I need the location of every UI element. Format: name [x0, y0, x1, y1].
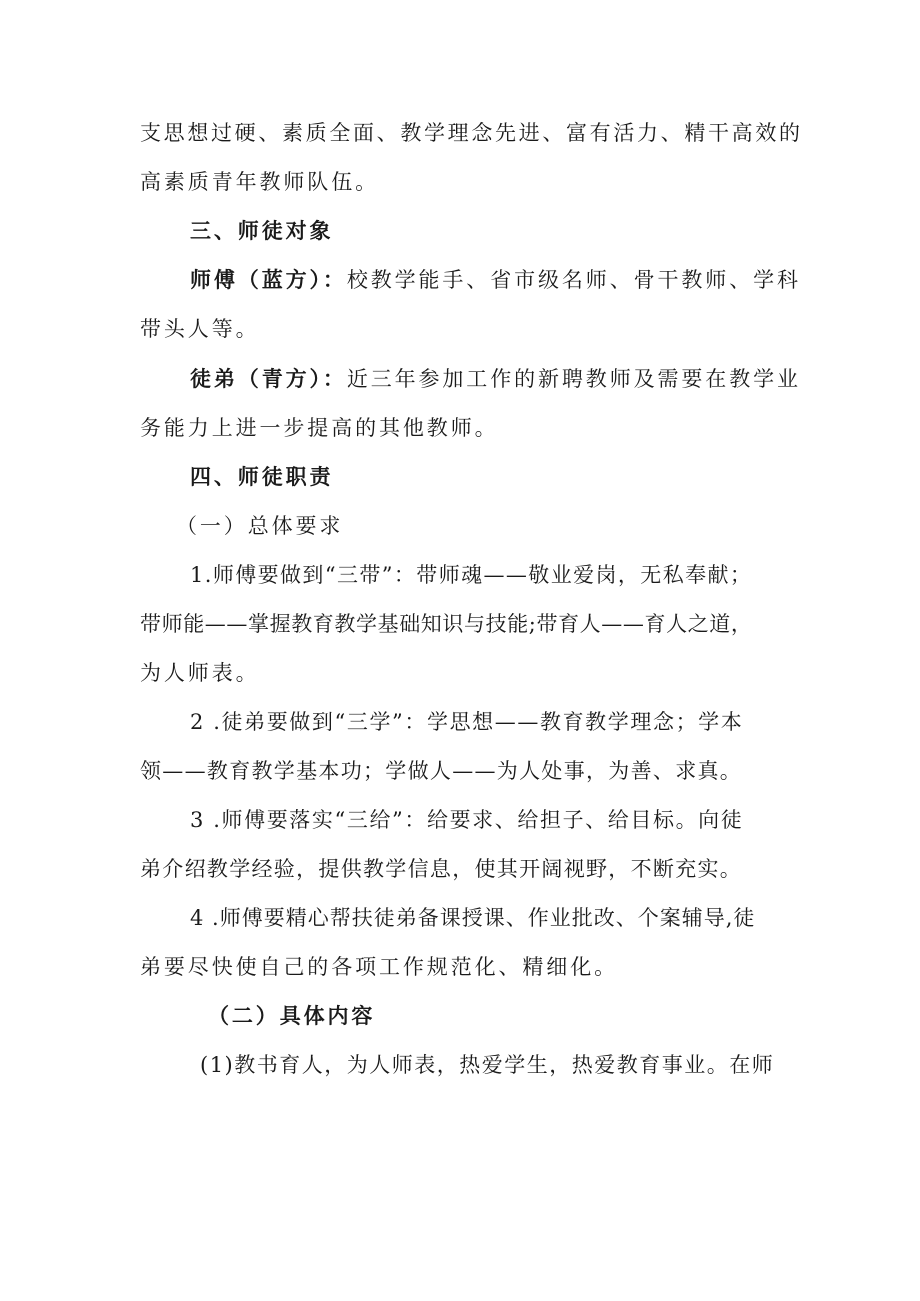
- text-line: 高素质青年教师队伍。: [140, 170, 379, 194]
- text-line: 弟介绍教学经验，提供教学信息，使其开阔视野，不断充实。: [140, 857, 743, 881]
- text-line: 务能力上进一步提高的其他教师。: [140, 416, 499, 440]
- list-item: 4 .师傅要精心帮扶徒弟备课授课、作业批改、个案辅导,徒: [190, 906, 756, 930]
- master-paragraph: [190, 265, 800, 295]
- text-line: 带师能——掌握教育教学基础知识与技能;带育人——育人之道，: [140, 612, 753, 636]
- text-line: 弟要尽快使自己的各项工作规范化、精细化。: [140, 955, 618, 979]
- apprentice-text: 近三年参加工作的新聘教师及需要在教学业: [346, 367, 801, 391]
- subsection-heading: （二）具体内容: [208, 1003, 376, 1028]
- text-line: 为人师表。: [140, 661, 260, 685]
- section-heading: 三、师徒对象: [190, 218, 334, 243]
- list-item: 2 .徒弟要做到“三学”：学思想——教育教学理念；学本: [190, 710, 744, 734]
- text-line: 带头人等。: [140, 317, 260, 341]
- master-text: 校教学能手、省市级名师、骨干教师、学科: [346, 268, 801, 292]
- master-label: 师傅（蓝方）：: [190, 267, 347, 292]
- text-line: 支思想过硬、素质全面、教学理念先进、富有活力、精干高效的: [140, 121, 800, 145]
- content-item: (1)教书育人，为人师表，热爱学生，热爱教育事业。在师: [200, 1053, 775, 1077]
- apprentice-paragraph: [190, 364, 800, 394]
- list-item: 1.师傅要做到“三带”：带师魂——敬业爱岗，无私奉献；: [190, 563, 753, 587]
- apprentice-label: 徒弟（青方）：: [190, 366, 347, 391]
- subsection-heading: （一）总体要求: [176, 514, 344, 538]
- list-item: 3 .师傅要落实“三给”：给要求、给担子、给目标。向徒: [190, 808, 744, 832]
- text-line: 领——教育教学基本功；学做人——为人处事，为善、求真。: [140, 759, 743, 783]
- section-heading: 四、师徒职责: [190, 464, 334, 489]
